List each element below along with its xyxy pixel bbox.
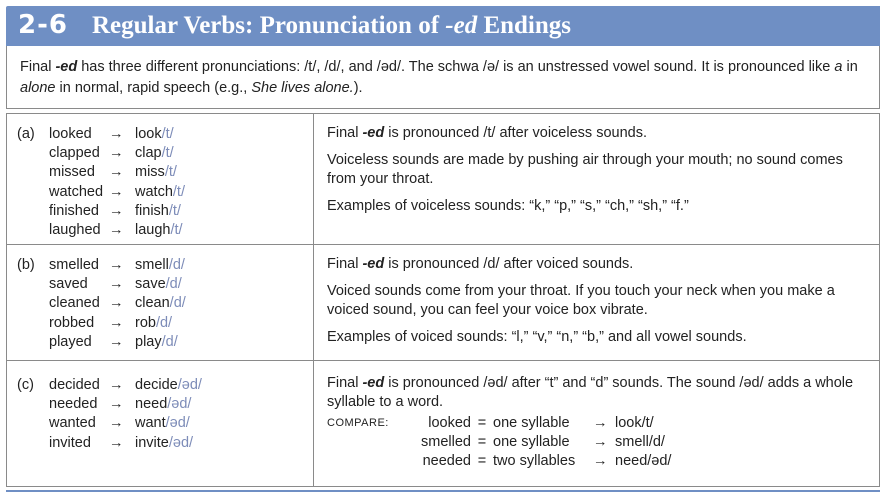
example-words [49,376,202,453]
arrow-icon: → [109,164,124,181]
bottom-rule [6,490,880,492]
arrow-icon: → [593,453,608,469]
example-words [49,256,186,352]
arrow-icon: → [109,377,124,393]
word-line: played → play/d/ [49,333,186,352]
word-line: missed → miss/t/ [49,163,185,182]
arrow-icon: → [109,221,124,238]
arrow-icon: → [109,257,124,273]
rule-text: Final -ed is pronounced /d/ after voiced sounds. [327,256,634,272]
row-label: (a) [17,126,35,142]
arrow-icon: → [109,145,124,162]
rule-text: Final -ed is pronounced /t/ after voiceless sounds. [327,125,647,141]
explanation [327,124,872,224]
table-row-a [7,114,879,245]
word-line: finished → finish/t/ [49,202,185,221]
word-line: robbed → rob/d/ [49,314,186,333]
chart-banner [6,6,880,46]
arrow-icon: → [109,434,124,451]
compare-line: looked = one syllable → look/t/ [428,415,654,431]
word-line: needed → need/əd/ [49,395,202,414]
example-words [49,125,185,240]
word-line: invited → invite/əd/ [49,434,202,453]
arrow-icon: → [593,415,608,431]
grammar-chart [6,6,880,487]
arrow-icon: → [593,434,608,450]
chart-title: Regular Verbs: Pronunciation of -ed Endings [92,12,572,39]
compare-block [327,414,872,471]
compare-line: needed = two syllables → need/əd/ [422,453,672,469]
explanation [327,374,872,471]
row-label: (b) [17,257,35,273]
arrow-icon: → [109,415,124,432]
chart-number: 2-6 [18,10,68,40]
explanation [327,255,872,355]
table-row-b [7,245,879,361]
rule-text: Final -ed is pronounced /əd/ after “t” and “d” sounds. The sound /əd/ adds a whole syllable to a word. [327,375,854,410]
intro-box [6,46,880,109]
word-line: cleaned → clean/d/ [49,294,186,313]
arrow-icon: → [109,202,124,219]
arrow-icon: → [109,276,124,293]
arrow-icon: → [109,295,124,312]
arrow-icon: → [109,126,124,142]
explain-text: Voiceless sounds are made by pushing air through your mouth; no sound comes from your throat. [327,152,843,187]
intro-text: Final -ed has three different pronunciations: /t/, /d/, and /əd/. The schwa /ə/ is an unstressed vowel sound. It is pronounced like a in alone in normal, rapid speech (e.g., She lives alone.). [20,59,858,96]
word-line: looked → look/t/ [49,125,185,144]
word-line: wanted → want/əd/ [49,414,202,433]
compare-label: COMPARE: [327,417,389,429]
word-line: smelled → smell/d/ [49,256,186,275]
word-line: watched → watch/t/ [49,183,185,202]
examples-text: Examples of voiced sounds: “l,” “v,” “n,” “b,” and all vowel sounds. [327,329,747,345]
arrow-icon: → [109,314,124,331]
row-label: (c) [17,377,34,393]
word-line: saved → save/d/ [49,275,186,294]
word-line: laughed → laugh/t/ [49,221,185,240]
explain-text: Voiced sounds come from your throat. If you touch your neck when you make a voiced sound, you can feel your voice box vibrate. [327,283,835,318]
arrow-icon: → [109,396,124,413]
word-line: clapped → clap/t/ [49,144,185,163]
pronunciation-table [6,113,880,487]
arrow-icon: → [109,333,124,350]
arrow-icon: → [109,183,124,200]
word-line: decided → decide/əd/ [49,376,202,395]
table-row-c [7,361,879,486]
compare-line: smelled = one syllable → smell/d/ [421,434,665,450]
examples-text: Examples of voiceless sounds: “k,” “p,” “s,” “ch,” “sh,” “f.” [327,198,689,214]
